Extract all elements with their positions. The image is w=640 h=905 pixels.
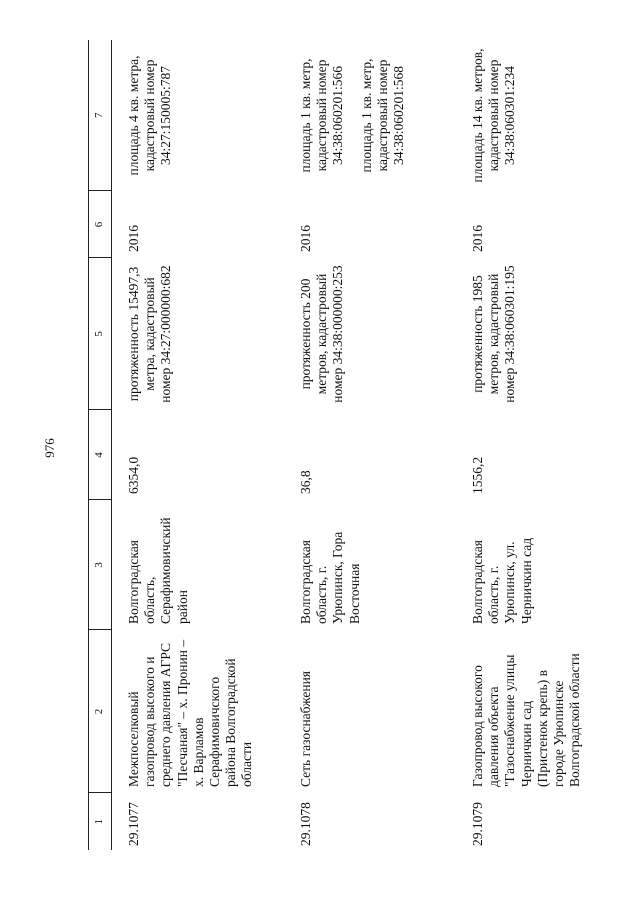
object-name: Сеть газоснабжения <box>298 670 313 787</box>
column-number-header: 4 <box>89 410 112 500</box>
land-plot-entry: площадь 1 кв. метр, кадастровый номер 34:38:060201:566 <box>298 58 346 173</box>
table-row <box>284 40 456 850</box>
object-address: Волгоградская область, Серафимовичский район <box>126 517 190 624</box>
object-characteristics: протяженность 1985 метров, кадастровый номер 34:38:060301:195 <box>470 265 518 403</box>
column-number-header: 1 <box>89 793 112 850</box>
object-year: 2016 <box>126 225 141 252</box>
object-address: Волгоградская область, г. Урюпинск, ул. Черничкин сад <box>470 537 534 624</box>
object-name: Газопровод высокого давления объекта "Газоснабжение улицы Черничкин сад (Пристенок крепь) в городе Урюпинске Волгоградской области <box>470 653 583 787</box>
object-value: 36,8 <box>298 470 313 494</box>
row-id: 29.1077 <box>126 802 141 846</box>
land-plot-info: площадь 14 кв. метров, кадастровый номер 34:38:060301:234 <box>470 48 518 183</box>
object-address: Волгоградская область, г. Урюпинск, Гора Восточная <box>298 531 362 624</box>
land-plot-entry: площадь 1 кв. метр, кадастровый номер 34:38:060201:568 <box>358 58 406 173</box>
object-value: 1556,2 <box>470 456 485 494</box>
row-id: 29.1079 <box>470 802 485 846</box>
object-name: Межпоселковый газопровод высокого и среднего давления АГРС "Песчаная" – х. Пронин – х. Варламов Серафимовичского района Волгоградской области <box>126 639 255 787</box>
column-number-header: 7 <box>89 40 112 191</box>
column-number-header: 3 <box>89 500 112 630</box>
column-number-header: 2 <box>89 630 112 793</box>
land-plot-info: площадь 4 кв. метра, кадастровый номер 34:27:150005:787 <box>126 55 174 176</box>
object-year: 2016 <box>298 225 313 252</box>
column-number-header: 5 <box>89 258 112 410</box>
object-year: 2016 <box>470 225 485 252</box>
rotated-table-container <box>88 40 583 850</box>
land-plot-info <box>284 40 456 191</box>
column-number-row <box>89 40 112 850</box>
column-number-header: 6 <box>89 191 112 258</box>
table-row <box>112 40 285 850</box>
row-id: 29.1078 <box>298 802 313 846</box>
object-characteristics: протяженность 200 метров, кадастровый номер 34:38:000000:253 <box>298 265 346 403</box>
page-number: 976 <box>42 438 57 458</box>
table-row <box>456 40 628 850</box>
property-table <box>88 40 628 850</box>
object-characteristics: протяженность 15497,3 метра, кадастровый номер 34:27:000000:682 <box>126 265 174 403</box>
object-value: 6354,0 <box>126 456 141 494</box>
